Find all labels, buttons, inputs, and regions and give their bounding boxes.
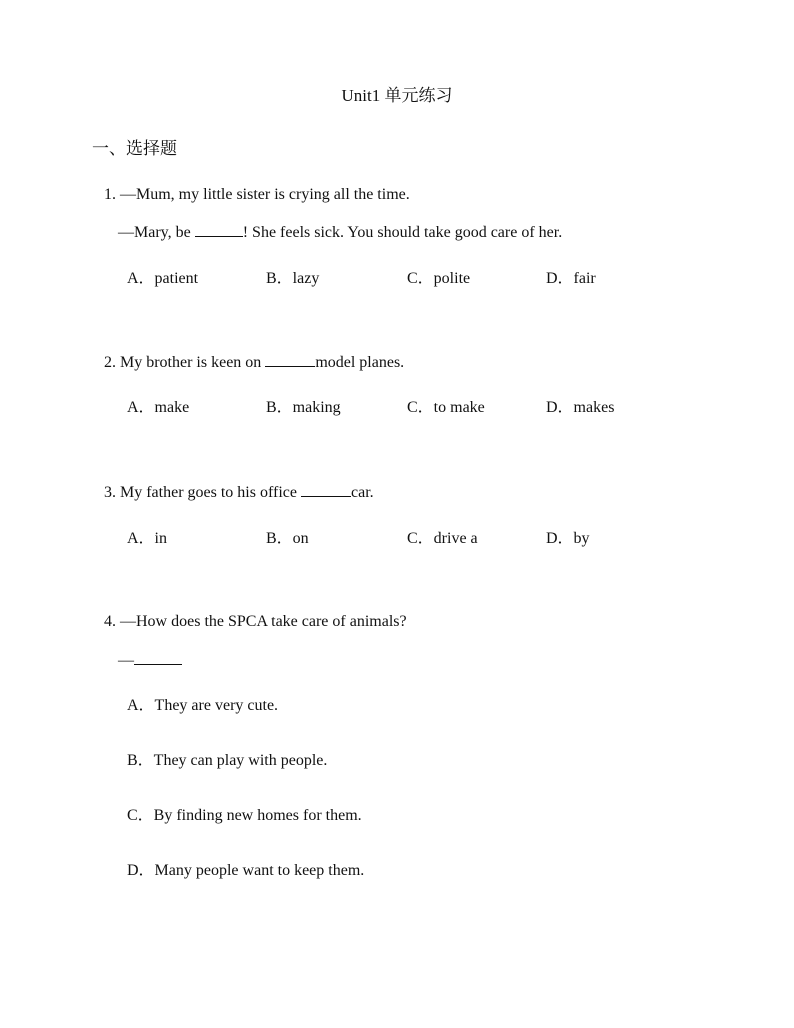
question-3-text-end: car.	[351, 484, 374, 501]
page-title: Unit1 单元练习	[341, 86, 453, 105]
question-1-text: 1. —Mum, my little sister is crying all the time.	[104, 186, 410, 203]
question-4-line-2	[118, 650, 182, 671]
question-1-option-b: B．lazy	[266, 270, 320, 287]
question-1-option-c: C．polite	[407, 270, 471, 287]
question-1-reply-start: —Mary, be	[118, 224, 195, 241]
answer-blank	[265, 352, 315, 367]
question-4-option-a: A．They are very cute.	[127, 697, 279, 714]
question-3-option-b: B．on	[266, 530, 309, 547]
question-2-stem	[104, 352, 404, 373]
question-2-option-d: D．makes	[546, 399, 615, 416]
question-4-stem	[104, 612, 407, 632]
section-heading: 一、选择题	[92, 139, 177, 158]
question-2-option-b: B．making	[266, 399, 341, 416]
answer-blank	[301, 482, 351, 497]
question-4-reply-start: —	[118, 652, 134, 669]
question-2-option-c: C．to make	[407, 399, 485, 416]
question-1-option-d: D．fair	[546, 270, 596, 287]
question-1-option-a: A．patient	[127, 270, 199, 287]
question-1-line-2	[118, 222, 562, 243]
question-1-stem	[104, 185, 410, 205]
question-1-reply-end: ! She feels sick. You should take good care of her.	[242, 224, 563, 241]
question-4-option-c: C．By finding new homes for them.	[127, 807, 362, 824]
question-4-option-d: D．Many people want to keep them.	[127, 862, 365, 879]
question-3-stem	[104, 482, 374, 503]
question-3-option-c: C．drive a	[407, 530, 478, 547]
question-3-text-start: 3. My father goes to his office	[104, 484, 301, 501]
question-2-text-start: 2. My brother is keen on	[104, 354, 266, 371]
question-3-option-a: A．in	[127, 530, 168, 547]
question-2-option-a: A．make	[127, 399, 190, 416]
question-3-option-d: D．by	[546, 530, 590, 547]
answer-blank	[195, 222, 243, 237]
answer-blank	[134, 650, 182, 665]
question-2-text-end: model planes.	[315, 354, 405, 371]
question-4-text: 4. —How does the SPCA take care of animals?	[104, 613, 407, 630]
question-4-option-b: B．They can play with people.	[127, 752, 328, 769]
